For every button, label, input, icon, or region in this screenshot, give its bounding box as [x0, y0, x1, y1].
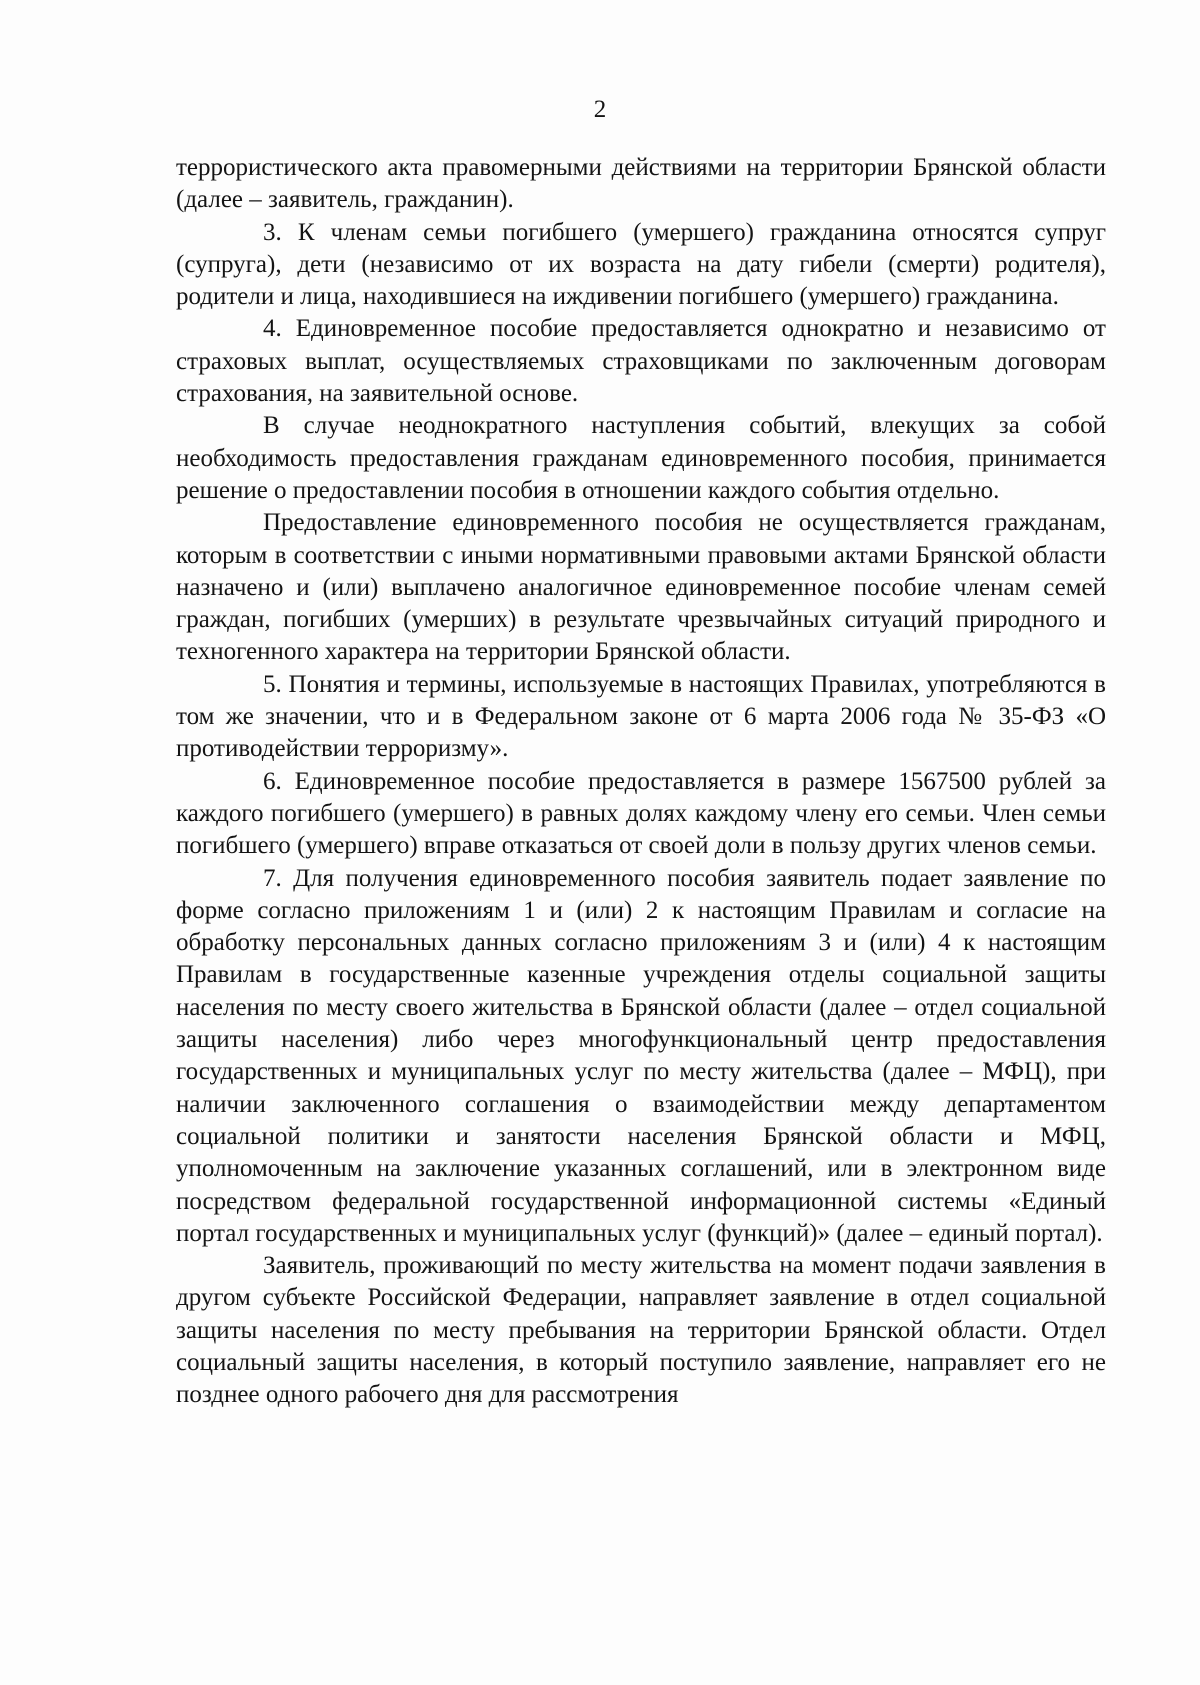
paragraph-continuation: террористического акта правомерными действиями на территории Брянской области (далее – заявитель, гражданин). [176, 154, 1106, 214]
paragraph-item-4: 4. Единовременное пособие предоставляется однократно и независимо от страховых выплат, осуществляемых страховщиками по заключенным договорам страхования, на заявительной основе. [176, 315, 1106, 408]
document-body [176, 152, 1106, 1412]
paragraph-repeated-events: В случае неоднократного наступления событий, влекущих за собой необходимость предоставления гражданам единовременного пособия, принимается решение о предоставлении пособия в отношении каждого события отдельно. [176, 412, 1106, 504]
paragraph-exclusion: Предоставление единовременного пособия не осуществляется гражданам, которым в соответствии с иными нормативными правовыми актами Брянской области назначено и (или) выплачено аналогичное единовременное пособие членам семей граждан, погибших (умерших) в результате чрезвычайных ситуаций природного и техногенного характера на территории Брянской области. [176, 509, 1106, 666]
paragraph-item-5: 5. Понятия и термины, используемые в настоящих Правилах, употребляются в том же значении, что и в Федеральном законе от 6 марта 2006 года № 35-ФЗ «О противодействии терроризму». [176, 670, 1106, 763]
page-number: 2 [593, 96, 607, 123]
paragraph-item-7: 7. Для получения единовременного пособия заявитель подает заявление по форме согласно приложениям 1 и (или) 2 к настоящим Правилам и согласие на обработку персональных данных согласно приложениям 3 и (или) 4 к настоящим Правилам в государственные казенные учреждения отделы социальной защиты населения по месту своего жительства в Брянской области (далее – отдел социальной защиты населения) либо через многофункциональный центр предоставления государственных и муниципальных услуг по месту жительства (далее – МФЦ), при наличии заключенного соглашения о взаимодействии между департаментом социальной политики и занятости населения Брянской области и МФЦ, уполномоченным на заключение указанных соглашений, или в электронном виде посредством федеральной государственной информационной системы «Единый портал государственных и муниципальных услуг (функций)» (далее – единый портал). [176, 864, 1106, 1247]
paragraph-other-region: Заявитель, проживающий по месту жительства на момент подачи заявления в другом субъекте Российской Федерации, направляет заявление в отдел социальной защиты населения по месту пребывания на территории Брянской области. Отдел социальный защиты населения, в который поступило заявление, направляет его не позднее одного рабочего дня для рассмотрения [176, 1252, 1106, 1409]
paragraph-item-3: 3. К членам семьи погибшего (умершего) гражданина относятся супруг (супруга), дети (независимо от их возраста на дату гибели (смерти) родителя), родители и лица, находившиеся на иждивении погибшего (умершего) гражданина. [176, 218, 1106, 311]
paragraph-item-6: 6. Единовременное пособие предоставляется в размере 1567500 рублей за каждого погибшего (умершего) в равных долях каждому члену его семьи. Член семьи погибшего (умершего) вправе отказаться от своей доли в пользу других членов семьи. [176, 767, 1106, 860]
